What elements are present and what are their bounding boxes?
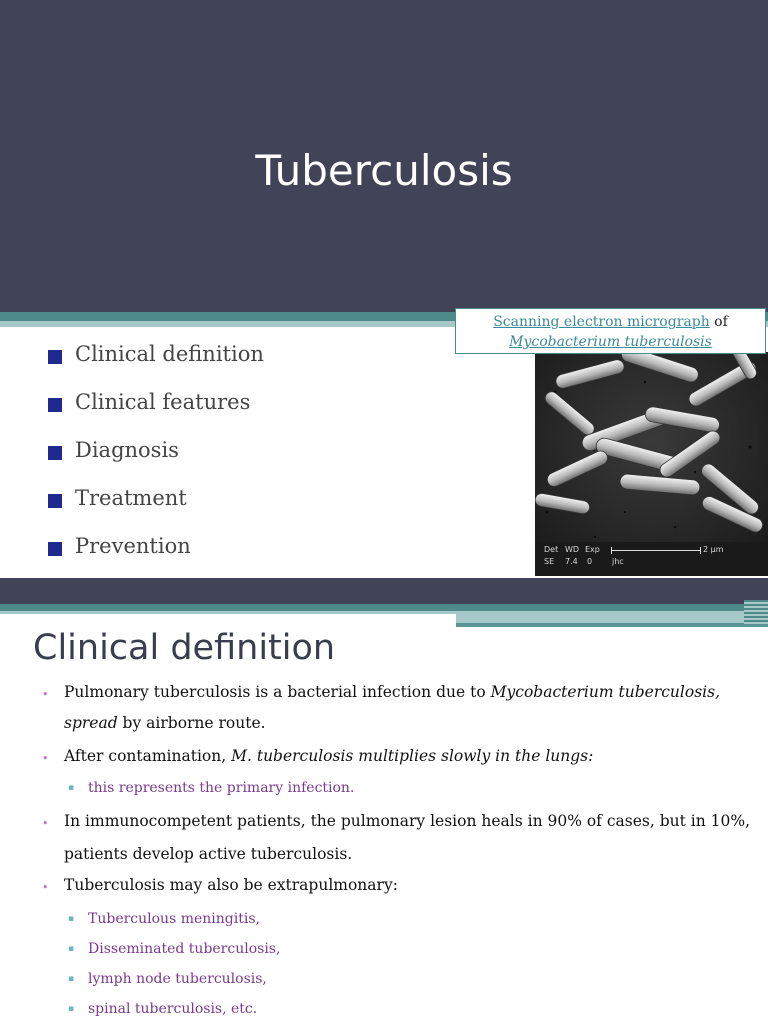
bullet-dot-icon: • xyxy=(42,752,49,765)
caption-line-1 xyxy=(456,312,765,332)
footer-exp-value: 0 xyxy=(587,557,593,566)
paragraph-2 xyxy=(64,747,593,765)
paragraph-4-sub: Tuberculous meningitis, xyxy=(88,911,260,927)
accent-bar-dark xyxy=(456,623,768,627)
paragraph-1-line-1 xyxy=(64,683,720,701)
paragraph-4-sub: spinal tuberculosis, etc. xyxy=(88,1001,258,1017)
accent-bar xyxy=(456,614,768,623)
header-stripe xyxy=(0,604,768,611)
text-run-italic: M. tuberculosis multiplies slowly in the lungs: xyxy=(231,747,594,765)
sub-bullet-icon: ▪ xyxy=(68,1004,75,1014)
micrograph-footer xyxy=(535,542,768,576)
outline-item-label: Clinical features xyxy=(75,390,251,414)
footer-wd: WD xyxy=(565,545,580,554)
micrograph-link[interactable]: Scanning electron micrograph xyxy=(493,314,710,330)
slide-title: Tuberculosis xyxy=(255,146,513,195)
outline-item-label: Treatment xyxy=(75,486,187,510)
footer-hc: jhc xyxy=(612,557,624,566)
organism-link[interactable]: Mycobacterium tuberculosis xyxy=(509,334,712,350)
bullet-dot-icon: • xyxy=(42,881,49,894)
square-bullet-icon xyxy=(48,494,62,508)
paragraph-4: Tuberculosis may also be extrapulmonary: xyxy=(64,876,398,894)
scale-bar-tick-left xyxy=(611,547,612,554)
paragraph-3-line-1: In immunocompetent patients, the pulmonary lesion heals in 90% of cases, but in 10%, xyxy=(64,812,751,830)
scale-bar xyxy=(611,550,701,551)
paragraph-2-sub: this represents the primary infection. xyxy=(88,780,355,796)
image-caption xyxy=(455,308,766,354)
text-run: by airborne route. xyxy=(117,714,266,732)
outline-item-label: Prevention xyxy=(75,534,191,558)
square-bullet-icon xyxy=(48,398,62,412)
sub-bullet-icon: ▪ xyxy=(68,944,75,954)
outline-item-label: Diagnosis xyxy=(75,438,179,462)
footer-se: SE xyxy=(544,557,555,566)
slide-heading: Clinical definition xyxy=(33,628,336,668)
footer-exp: Exp xyxy=(585,545,600,554)
sub-bullet-icon: ▪ xyxy=(68,914,75,924)
text-run-italic: spread xyxy=(64,714,118,732)
text-run: Pulmonary tuberculosis is a bacterial infection due to xyxy=(64,683,491,701)
sub-bullet-icon: ▪ xyxy=(68,974,75,984)
edge-stripes xyxy=(744,600,768,624)
footer-wd-value: 7.4 xyxy=(565,557,578,566)
sub-bullet-icon: ▪ xyxy=(68,783,75,793)
caption-of: of xyxy=(714,314,728,330)
square-bullet-icon xyxy=(48,350,62,364)
text-run: After contamination, xyxy=(64,747,232,765)
footer-scale-label: 2 µm xyxy=(703,545,724,554)
caption-line-2 xyxy=(456,332,765,352)
paragraph-1-line-2 xyxy=(64,714,266,732)
footer-det: Det xyxy=(544,545,559,554)
header-band xyxy=(0,578,768,604)
bullet-dot-icon: • xyxy=(42,817,49,830)
square-bullet-icon xyxy=(48,446,62,460)
paragraph-4-sub: lymph node tuberculosis, xyxy=(88,971,267,987)
paragraph-4-sub: Disseminated tuberculosis, xyxy=(88,941,281,957)
micrograph-image xyxy=(535,352,768,576)
paragraph-3-line-2: patients develop active tuberculosis. xyxy=(64,845,353,863)
content-slide xyxy=(0,578,768,1024)
outline-item-label: Clinical definition xyxy=(75,342,264,366)
scale-bar-tick-right xyxy=(700,547,701,554)
square-bullet-icon xyxy=(48,542,62,556)
text-run-italic: Mycobacterium tuberculosis, xyxy=(490,683,720,701)
bullet-dot-icon: • xyxy=(42,688,49,701)
